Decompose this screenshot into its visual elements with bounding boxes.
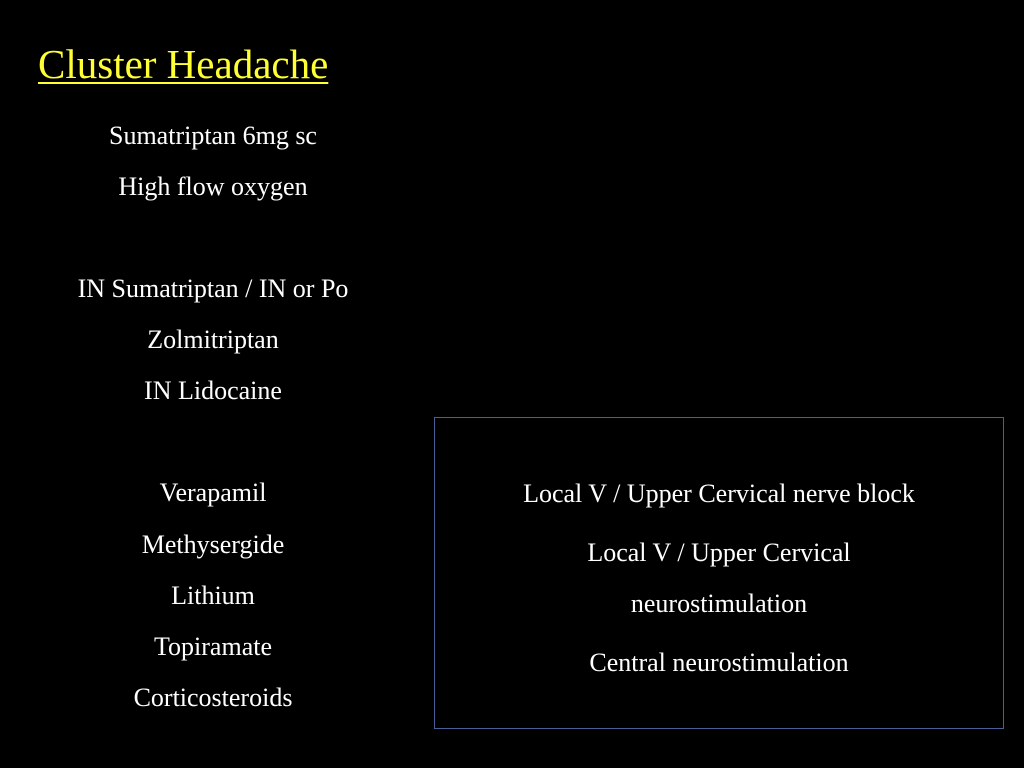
nerve-block-item: Local V / Upper Cervical nerve block: [523, 479, 915, 508]
preventive-treatment-item: Verapamil: [159, 478, 267, 507]
preventive-treatment-item: Topiramate: [153, 632, 272, 661]
preventive-treatment-item: Methysergide: [141, 530, 285, 559]
preventive-treatment-item: Lithium: [171, 581, 255, 610]
intranasal-treatment-item: IN Lidocaine: [144, 376, 282, 405]
slide-title: Cluster Headache: [38, 41, 329, 87]
central-neurostimulation-item: Central neurostimulation: [589, 648, 849, 677]
acute-treatment-item: Sumatriptan 6mg sc: [109, 121, 317, 150]
interventional-treatment-box: [434, 417, 1004, 729]
preventive-treatment-item: Corticosteroids: [133, 683, 293, 712]
acute-treatment-item: High flow oxygen: [118, 172, 308, 201]
local-neurostimulation-line-1: Local V / Upper Cervical: [587, 538, 851, 567]
local-neurostimulation-line-2: neurostimulation: [630, 589, 808, 618]
left-treatment-list: [0, 0, 426, 768]
intranasal-treatment-item: IN Sumatriptan / IN or Po: [77, 274, 349, 303]
intranasal-treatment-item: Zolmitriptan: [147, 325, 279, 354]
